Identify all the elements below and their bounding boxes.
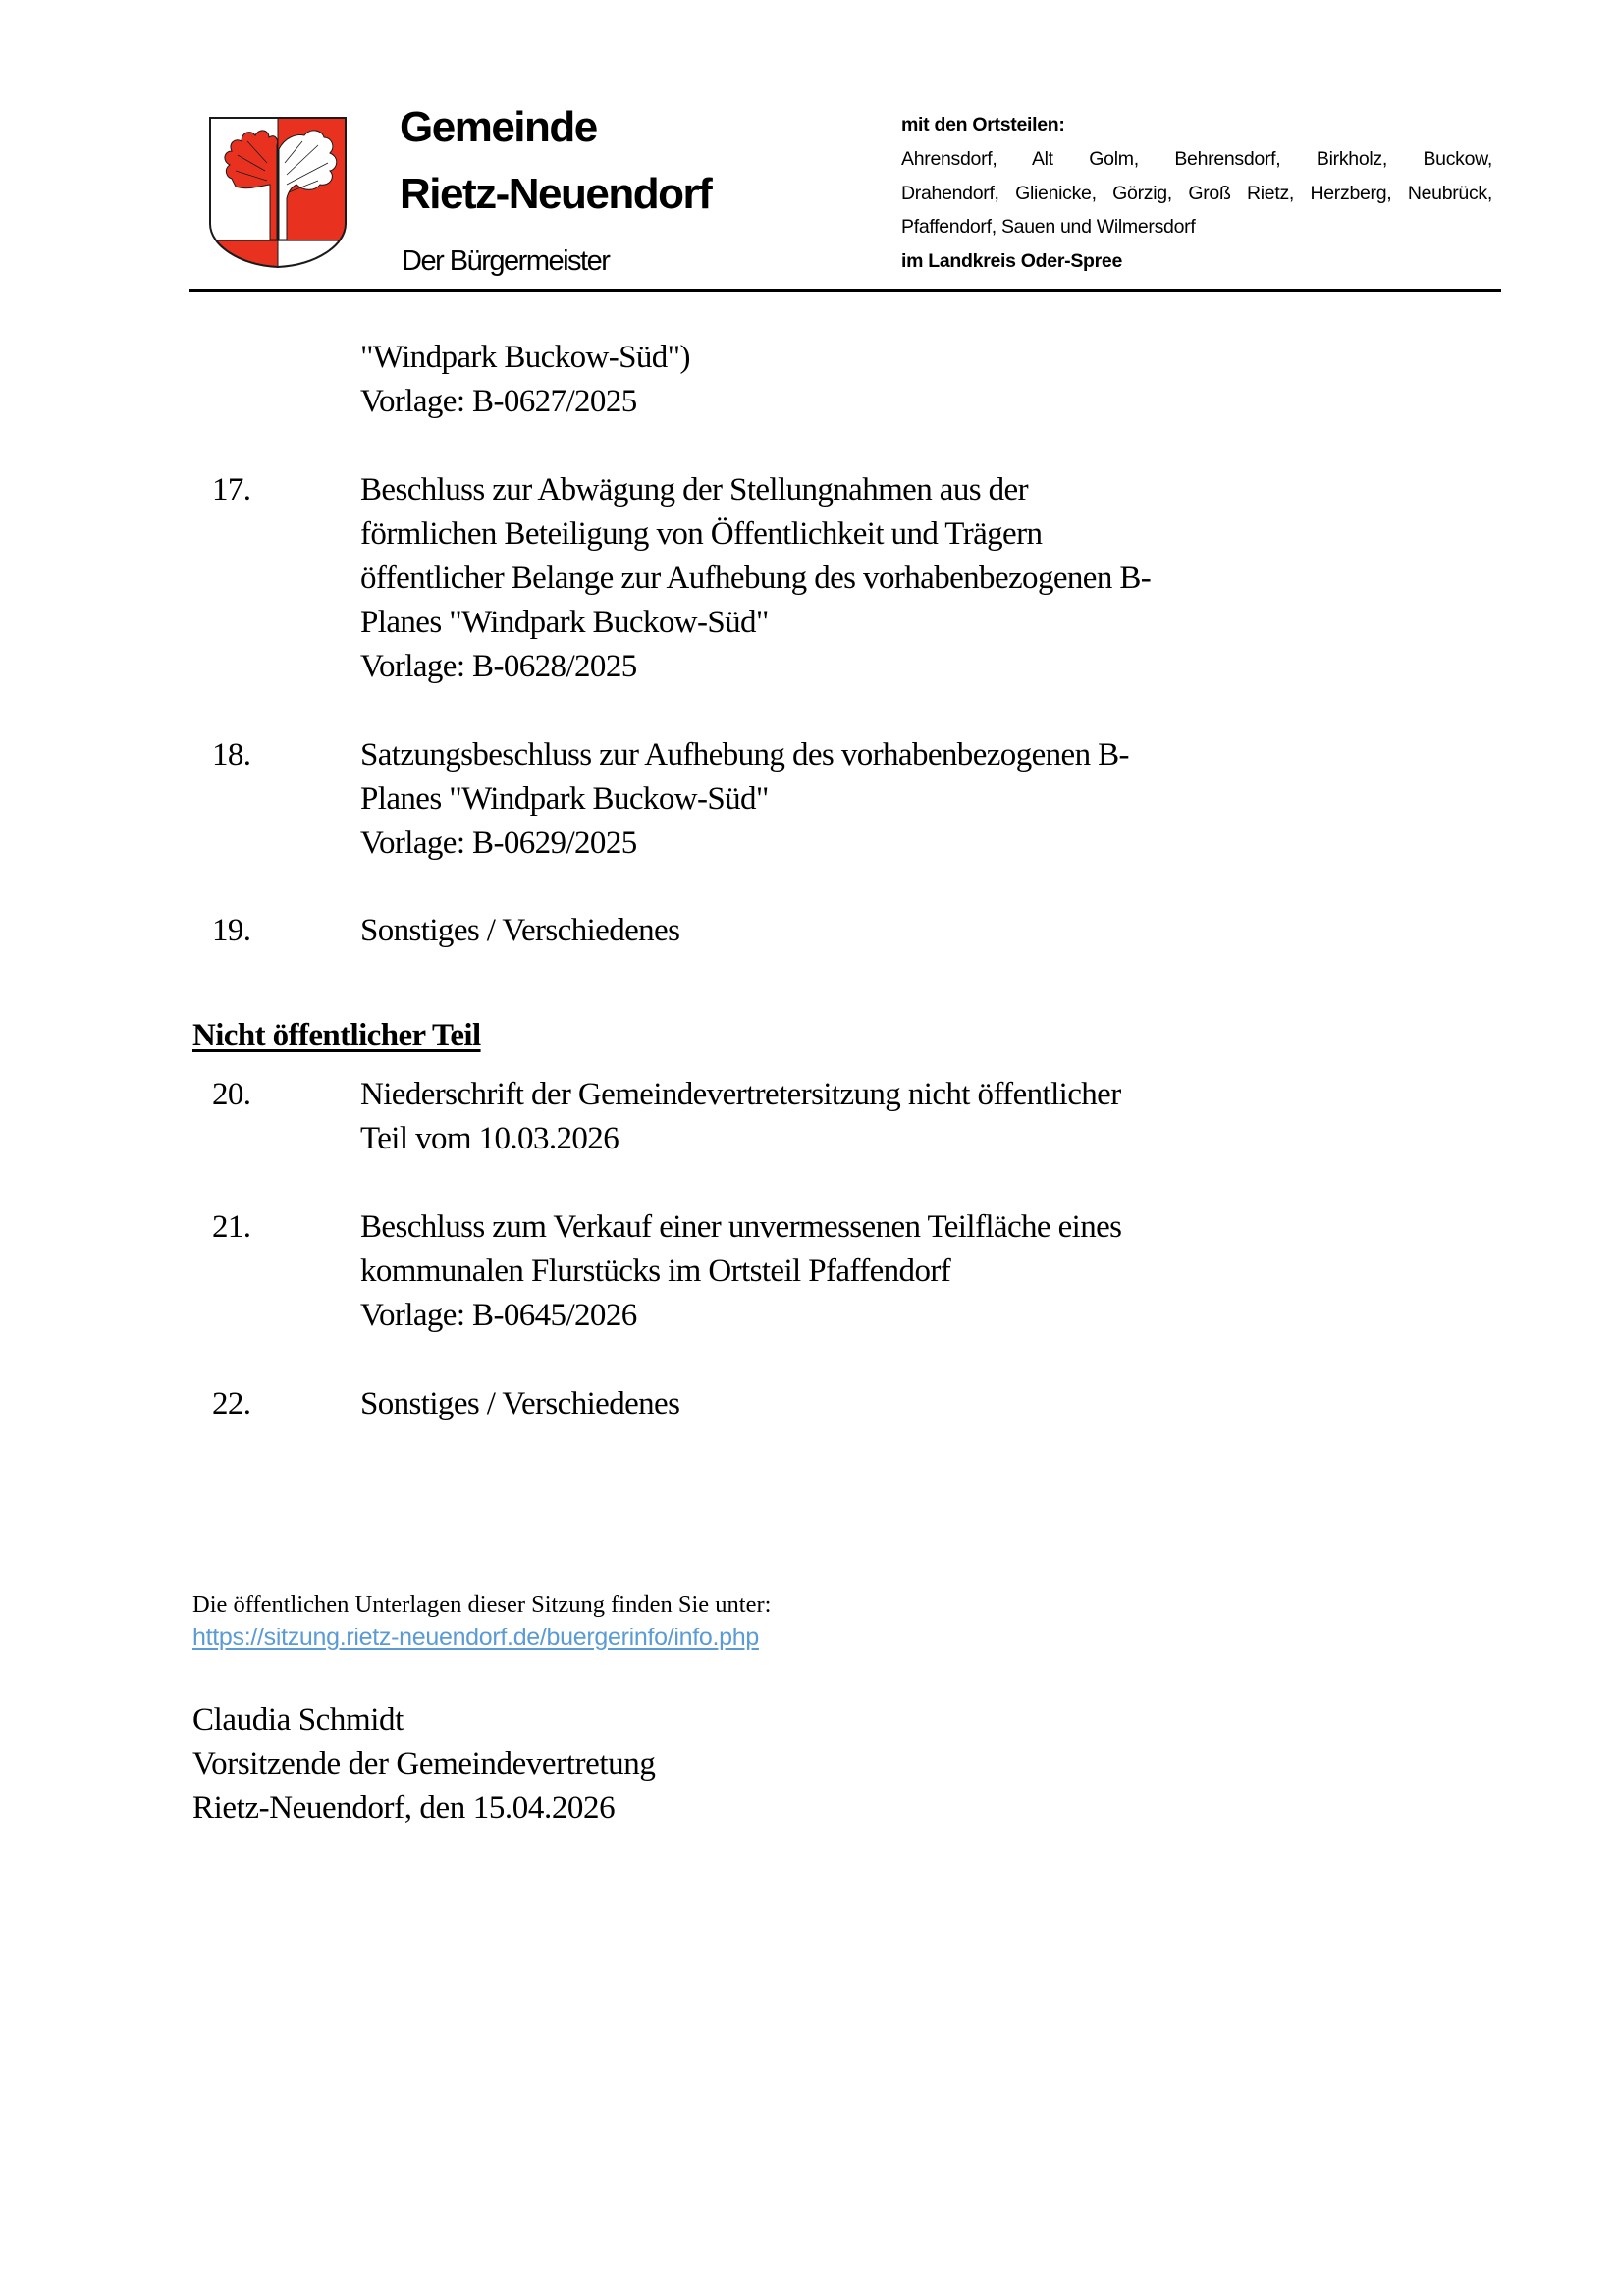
coat-of-arms-icon [208, 116, 348, 269]
agenda-item-text: Satzungsbeschluss zur Aufhebung des vorhabenbezogenen B- Planes "Windpark Buckow-Süd" Vorlage: B-0629/2025 [360, 737, 1129, 861]
agenda-item-text: Niederschrift der Gemeindevertretersitzung nicht öffentlicher Teil vom 10.03.2026 [360, 1077, 1121, 1156]
office-subtitle: Der Bürgermeister [402, 245, 610, 277]
agenda-item-number: 17. [212, 472, 251, 507]
signatory-name: Claudia Schmidt [192, 1702, 404, 1737]
signatory-role: Vorsitzende der Gemeindevertretung [192, 1746, 656, 1782]
council-info-link[interactable]: https://sitzung.rietz-neuendorf.de/buergerinfo/info.php [192, 1624, 759, 1651]
agenda-item-text: "Windpark Buckow-Süd") Vorlage: B-0627/2025 [360, 340, 690, 419]
municipality-title-line2: Rietz-Neuendorf [400, 170, 712, 218]
header-divider [189, 289, 1501, 292]
agenda-item-number: 18. [212, 737, 251, 773]
agenda-item-text: Beschluss zum Verkauf einer unvermessenen Teilfläche eines kommunalen Flurstücks im Ortsteil Pfaffendorf Vorlage: B-0645/2026 [360, 1209, 1122, 1333]
agenda-item-number: 21. [212, 1209, 251, 1245]
county-label: im Landkreis Oder-Spree [901, 250, 1123, 273]
municipality-title-line1: Gemeinde [400, 103, 597, 151]
place-and-date: Rietz-Neuendorf, den 15.04.2026 [192, 1790, 616, 1826]
districts-line: Drahendorf, Glienicke, Görzig, Groß Rietz, Herzberg, Neubrück, [901, 182, 1492, 204]
section-heading-non-public: Nicht öffentlicher Teil [192, 1018, 481, 1053]
agenda-item-text: Beschluss zur Abwägung der Stellungnahmen aus der förmlichen Beteiligung von Öffentlichkeit und Trägern öffentlicher Belange zur Aufhebung des vorhabenbezogenen B- Planes "Windpark Buckow-Süd" Vorlage: B-0628/2025 [360, 472, 1152, 684]
agenda-item-number: 19. [212, 913, 251, 948]
districts-line: Ahrensdorf, Alt Golm, Behrensdorf, Birkholz, Buckow, [901, 147, 1492, 170]
municipal-coat-of-arms [208, 116, 348, 269]
agenda-item-text: Sonstiges / Verschiedenes [360, 1386, 680, 1421]
districts-line: Pfaffendorf, Sauen und Wilmersdorf [901, 216, 1196, 239]
districts-label: mit den Ortsteilen: [901, 114, 1065, 135]
agenda-item-number: 20. [212, 1077, 251, 1112]
documents-note: Die öffentlichen Unterlagen dieser Sitzung finden Sie unter: [192, 1591, 772, 1618]
agenda-item-number: 22. [212, 1386, 251, 1421]
districts-block [901, 108, 1492, 279]
agenda-item-text: Sonstiges / Verschiedenes [360, 913, 680, 948]
